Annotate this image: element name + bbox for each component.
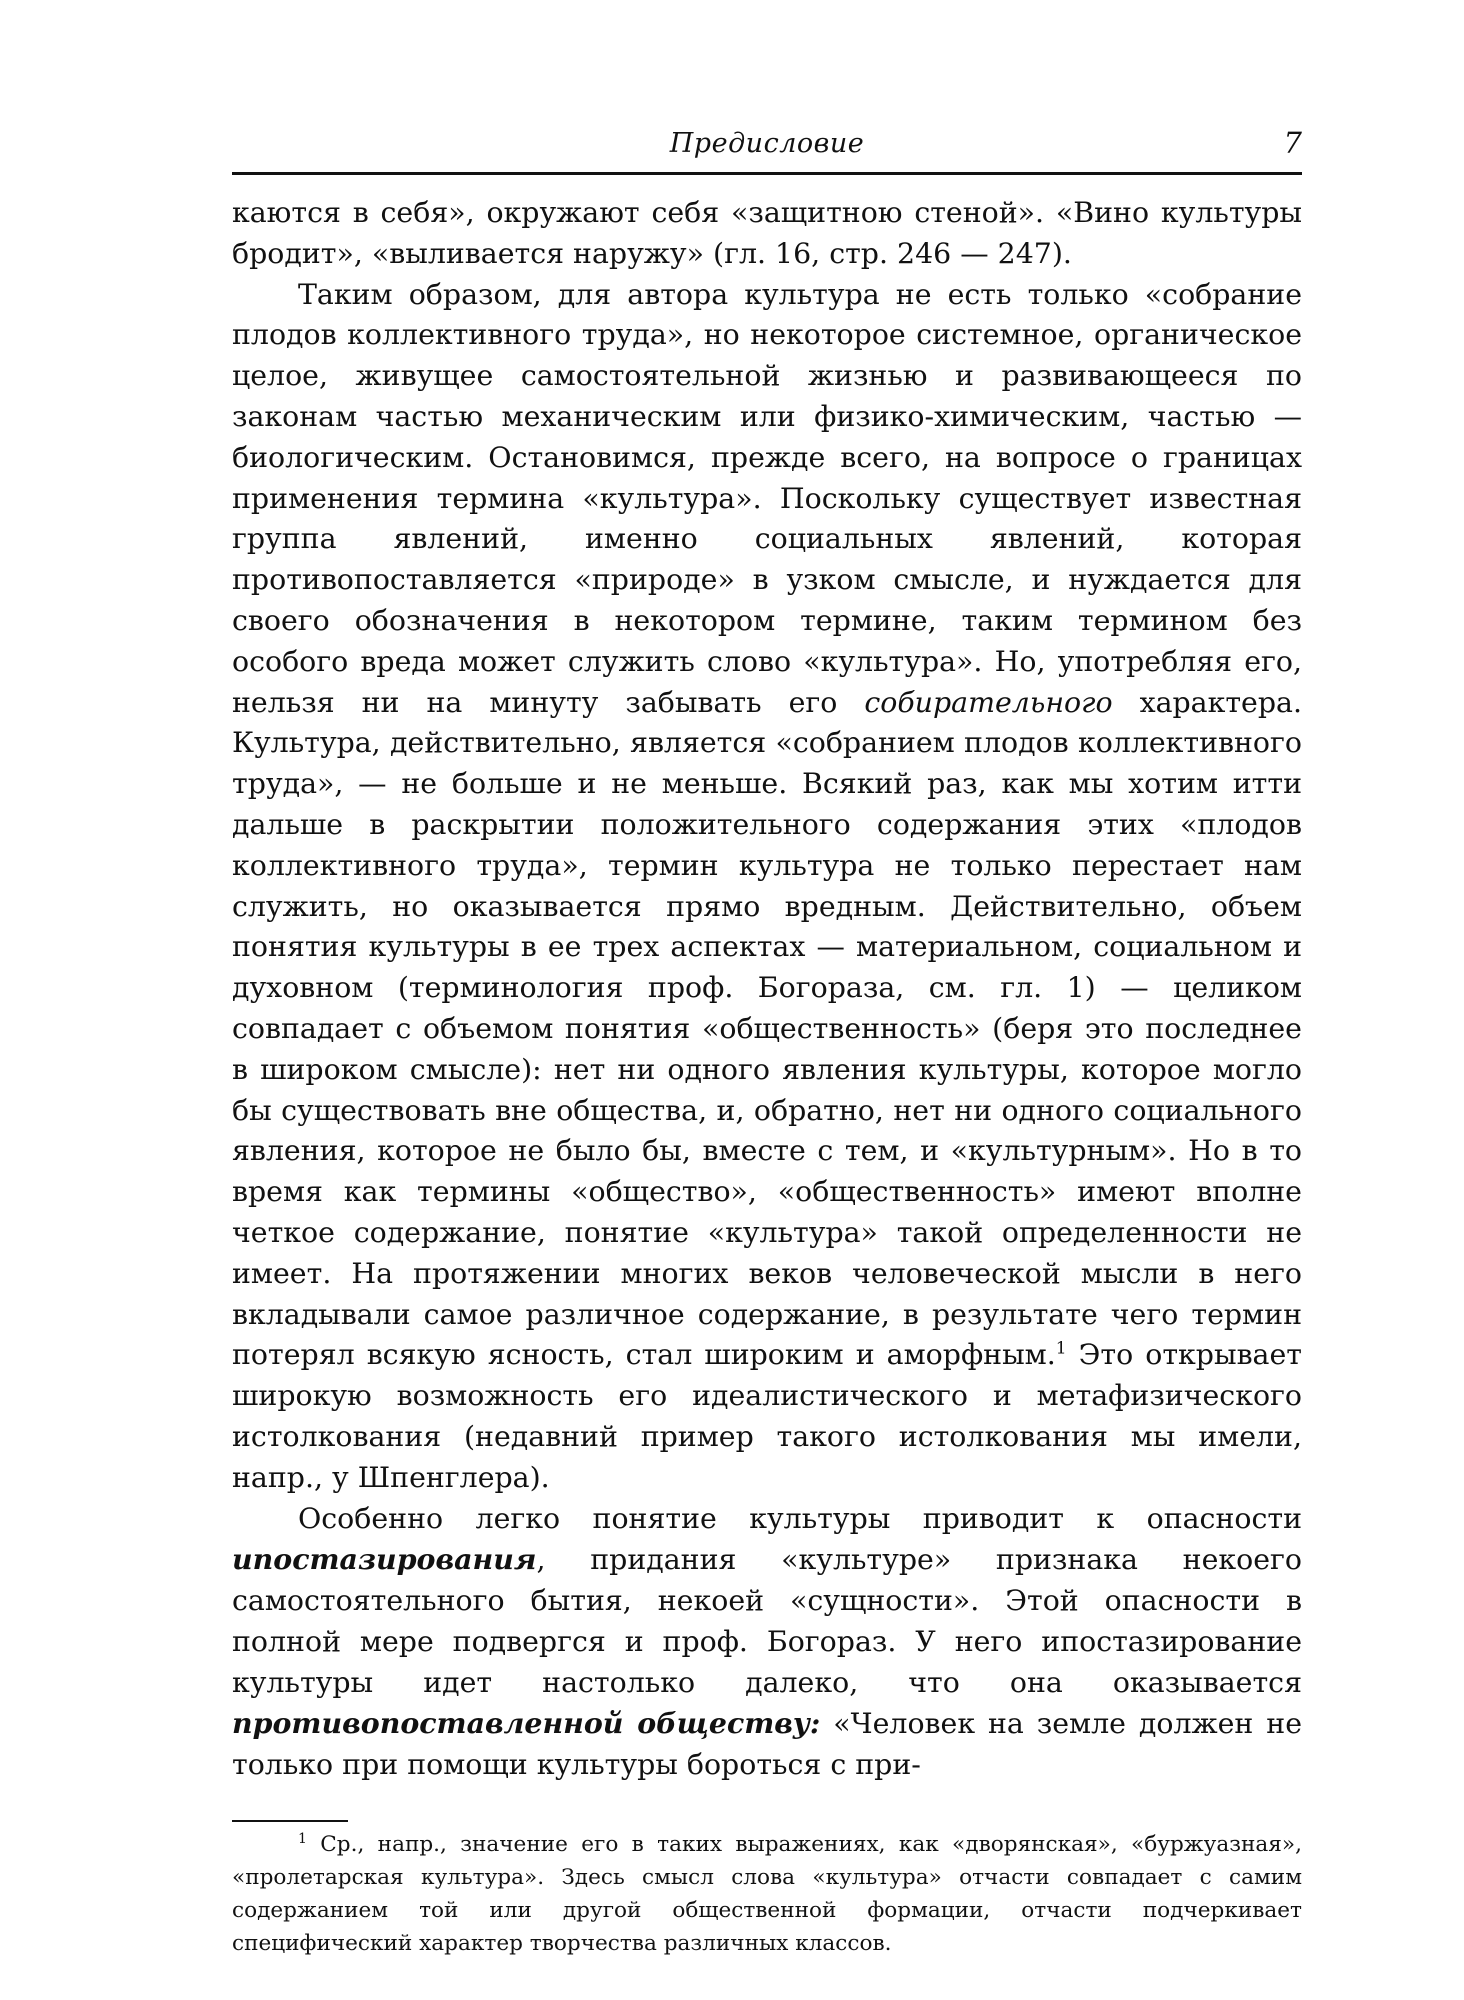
paragraph-1 <box>232 193 1302 275</box>
paragraph-3 <box>232 1499 1302 1787</box>
paragraph-2-text-b: характера. Культура, действительно, является «собранием плодов коллективного труда», — не больше и не меньше. Всякий раз, как мы хотим итти дальше в раскрытии положительного содержания этих «плодов коллективного труда», термин культура не только перестает нам служить, но оказывается прямо вредным. Действительно, объем понятия культуры в ее трех аспектах — материальном, социальном и духовном (терминология проф. Богораза, см. гл. 1) — целиком совпадает с объемом понятия «общественность» (беря это последнее в широком смысле): нет ни одного явления культуры, которое могло бы существовать вне общества, и, обратно, нет ни одного социального явления, которое не было бы, вместе с тем, и «культурным». Но в то время как термины «общество», «общественность» имеют вполне четкое содержание, понятие «культура» такой определенности не имеет. На протяжении многих веков человеческой мысли в него вкладывали самое различное содержание, в результате чего термин потерял всякую ясность, стал широким и аморфным. <box>232 685 1302 1372</box>
footnote-text: Ср., напр., значение его в таких выражениях, как «дворянская», «буржуазная», «пролетарская культура». Здесь смысл слова «культура» отчасти совпадает с самим содержанием той или другой общественной формации, отчасти подчеркивает специфический характер творчества различных классов. <box>232 1832 1302 1957</box>
paragraph-2-text-a: Таким образом, для автора культура не есть только «собрание плодов коллективного труда», но некоторое системное, органическое целое, живущее самостоятельной жизнью и развивающееся по законам частью механическим или физико-химическим, частью — биологическим. Остановимся, прежде всего, на вопросе о границах применения термина «культура». Поскольку существует известная группа явлений, именно социальных явлений, которая противопоставляется «природе» в узком смысле, и нуждается для своего обозначения в некотором термине, таким термином без особого вреда может служить слово «культура». Но, употребляя его, нельзя ни на минуту забывать его <box>232 277 1302 719</box>
footnote <box>232 1828 1302 1960</box>
paragraph-2 <box>232 275 1302 1499</box>
footnote-marker: 1 <box>298 1830 307 1847</box>
paragraph-3-text-a: Особенно легко понятие культуры приводит к опасности <box>298 1501 1302 1535</box>
page-header <box>232 120 1302 175</box>
footnote-divider <box>232 1820 348 1822</box>
paragraph-3-text-b: , придания «культуре» признака некоего самостоятельного бытия, некоей «сущности». Этой опасности в полной мере подвергся и проф. Богораз. У него ипостазирование культуры идет настолько далеко, что она оказывается <box>232 1543 1302 1699</box>
page-number: 7 <box>1283 126 1302 160</box>
paragraph-2-emphasis: собирательного <box>864 685 1113 719</box>
paragraph-3-emphasis-2: противопоставленной обществу: <box>232 1706 821 1741</box>
footnote-reference: 1 <box>1055 1338 1067 1359</box>
paragraph-2-text-c: Это открывает широкую возможность его идеалистического и метафизического истолкования (недавний пример такого истолкования мы имели, напр., у Шпенглера). <box>232 1338 1302 1494</box>
running-title: Предисловие <box>669 128 865 159</box>
paragraph-3-text-c: «Человек на земле должен не только при помощи культуры бороться с при- <box>232 1707 1302 1782</box>
main-text <box>232 193 1302 1786</box>
paragraph-3-emphasis-1: ипостазирования <box>232 1542 537 1577</box>
book-page <box>232 120 1302 1960</box>
paragraph-1-text: каются в себя», окружают себя «защитною стеной». «Вино культуры бродит», «выливается наружу» (гл. 16, стр. 246 — 247). <box>232 196 1302 270</box>
